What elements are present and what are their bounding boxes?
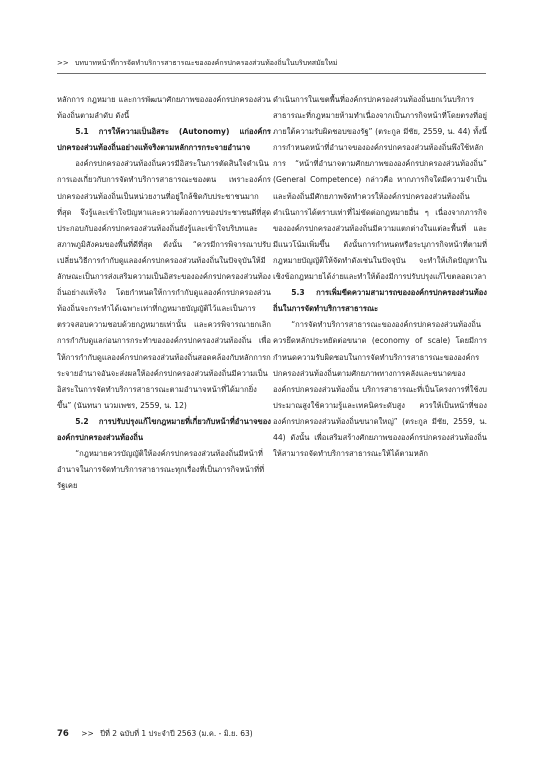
right-column — [273, 92, 487, 717]
issue-info: ปีที่ 2 ฉบับที่ 1 ประจำปี 2563 (ม.ค. - มิ.ย. 63) — [100, 729, 253, 738]
header-title: บทบาทหน้าที่การจัดทำบริการสาธารณะขององค์กรปกครองส่วนท้องถิ่นในบริบทสมัยใหม่ — [74, 59, 338, 67]
left-para-2: องค์กรปกครองส่วนท้องถิ่นควรมีอิสระในการตัดสินใจดำเนินการเองเกี่ยวกับการจัดทำบริการสาธารณะของตน เพราะองค์กรปกครองส่วนท้องถิ่นเป็นหน่วยงานที่อยู่ใกล้ชิดกับประชาชนมากที่สุด จึงรู้และเข้าใจปัญหาและความต้องการของประชาชนดีที่สุด ประกอบกับองค์กรปกครองส่วนท้องถิ่นยังรู้และเข้าใจบริบทและสภาพภูมิสังคมของพื้นที่ดีที่สุด ดังนั้น “ควรมีการพิจารณาปรับเปลี่ยนวิธีการกำกับดูแลองค์กรปกครองส่วนท้องถิ่นในปัจจุบันให้มีลักษณะเป็นการส่งเสริมความเป็นอิสระขององค์กรปกครองส่วนท้องถิ่นอย่างแท้จริง โดยกำหนดให้การกำกับดูแลองค์กรปกครองส่วนท้องถิ่นจะกระทำได้เฉพาะเท่าที่กฎหมายบัญญัติไว้และเป็นการตรวจสอบความชอบด้วยกฎหมายเท่านั้น และควรพิจารณายกเลิกการกำกับดูแลก่อนการกระทำขององค์กรปกครองส่วนท้องถิ่น เพื่อให้การกำกับดูแลองค์กรปกครองส่วนท้องถิ่นสอดคล้องกับหลักการกระจายอำนาจอันจะส่งผลให้องค์กรปกครองส่วนท้องถิ่นมีความเป็นอิสระในการจัดทำบริการสาธารณะตามอำนาจหน้าที่ได้มากยิ่งขึ้น” (นันทนา นวมเพชร, 2559, น. 12) — [57, 159, 271, 410]
section-heading-5-2: 5.2 การปรับปรุงแก้ไขกฎหมายที่เกี่ยวกับหน้าที่อำนาจขององค์กรปกครองส่วนท้องถิ่น — [57, 416, 271, 442]
right-para-1: ดำเนินการในเขตพื้นที่องค์กรปกครองส่วนท้องถิ่นยกเว้นบริการสาธารณะที่กฎหมายห้ามทำเนื่องจากเป็นภารกิจหน้าที่โดยตรงที่อยู่ภายใต้ความรับผิดชอบของรัฐ” (ตระกูล มีชัย, 2559, น. 44) ทั้งนี้ การกำหนดหน้าที่อำนาจขององค์กรปกครองส่วนท้องถิ่นพึงใช้หลักการ “หน้าที่อำนาจตามศักยภาพขององค์กรปกครองส่วนท้องถิ่น” (General Competence) กล่าวคือ หากภารกิจใดมีความจำเป็นและท้องถิ่นมีศักยภาพจัดทำควรให้องค์กรปกครองส่วนท้องถิ่นดำเนินการได้ตราบเท่าที่ไม่ขัดต่อกฎหมายอื่น ๆ เนื่องจากภารกิจขององค์กรปกครองส่วนท้องถิ่นมีความแตกต่างในแต่ละพื้นที่ และมีแนวโน้มเพิ่มขึ้น ดังนั้นการกำหนดหรือระบุภารกิจหน้าที่ตามที่กฎหมายบัญญัติให้จัดทำดังเช่นในปัจจุบัน จะทำให้เกิดปัญหาในเชิงข้อกฎหมายได้ง่ายและทำให้ต้องมีการปรับปรุงแก้ไขตลอดเวลา — [273, 95, 487, 282]
section-heading-5-1: 5.1 การให้ความเป็นอิสระ (Autonomy) แก่องค์กรปกครองส่วนท้องถิ่นอย่างแท้จริงตามหลักการกระจายอำนาจ — [57, 127, 271, 153]
left-column — [57, 92, 271, 717]
right-para-2: “การจัดทำบริการสาธารณะขององค์กรปกครองส่วนท้องถิ่นควรยึดหลักประหยัดต่อขนาด (economy of scale) โดยมีการกำหนดความรับผิดชอบในการจัดทำบริการสาธารณะขององค์กรปกครองส่วนท้องถิ่นตามศักยภาพทางการคลังและขนาดขององค์กรปกครองส่วนท้องถิ่น บริการสาธารณะที่เป็นโครงการที่ใช้งบประมาณสูงใช้ความรู้และเทคนิคระดับสูง ควรให้เป็นหน้าที่ขององค์กรปกครองส่วนท้องถิ่นขนาดใหญ่” (ตระกูล มีชัย, 2559, น. 44) ดังนั้น เพื่อเสริมสร้างศักยภาพขององค์กรปกครองส่วนท้องถิ่นให้สามารถจัดทำบริการสาธารณะให้ได้ตามหลัก — [273, 320, 487, 459]
left-para-1: หลักการ กฎหมาย และการพัฒนาศักยภาพขององค์กรปกครองส่วนท้องถิ่นตามลำดับ ดังนี้ — [57, 95, 271, 121]
header-divider — [57, 73, 486, 74]
page-number: 76 — [57, 729, 69, 739]
page-footer — [57, 727, 487, 741]
section-heading-5-3: 5.3 การเพิ่มขีดความสามารถขององค์กรปกครองส่วนท้องถิ่นในการจัดทำบริการสาธารณะ — [273, 288, 487, 314]
footer-arrow: >> — [81, 729, 94, 738]
header-arrow: >> — [57, 59, 69, 67]
running-header — [57, 56, 497, 70]
left-para-3: “กฎหมายควรบัญญัติให้องค์กรปกครองส่วนท้องถิ่นมีหน้าที่อำนาจในการจัดทำบริการสาธารณะทุกเรื่องที่เป็นภารกิจหน้าที่ที่รัฐเคย — [57, 449, 265, 491]
